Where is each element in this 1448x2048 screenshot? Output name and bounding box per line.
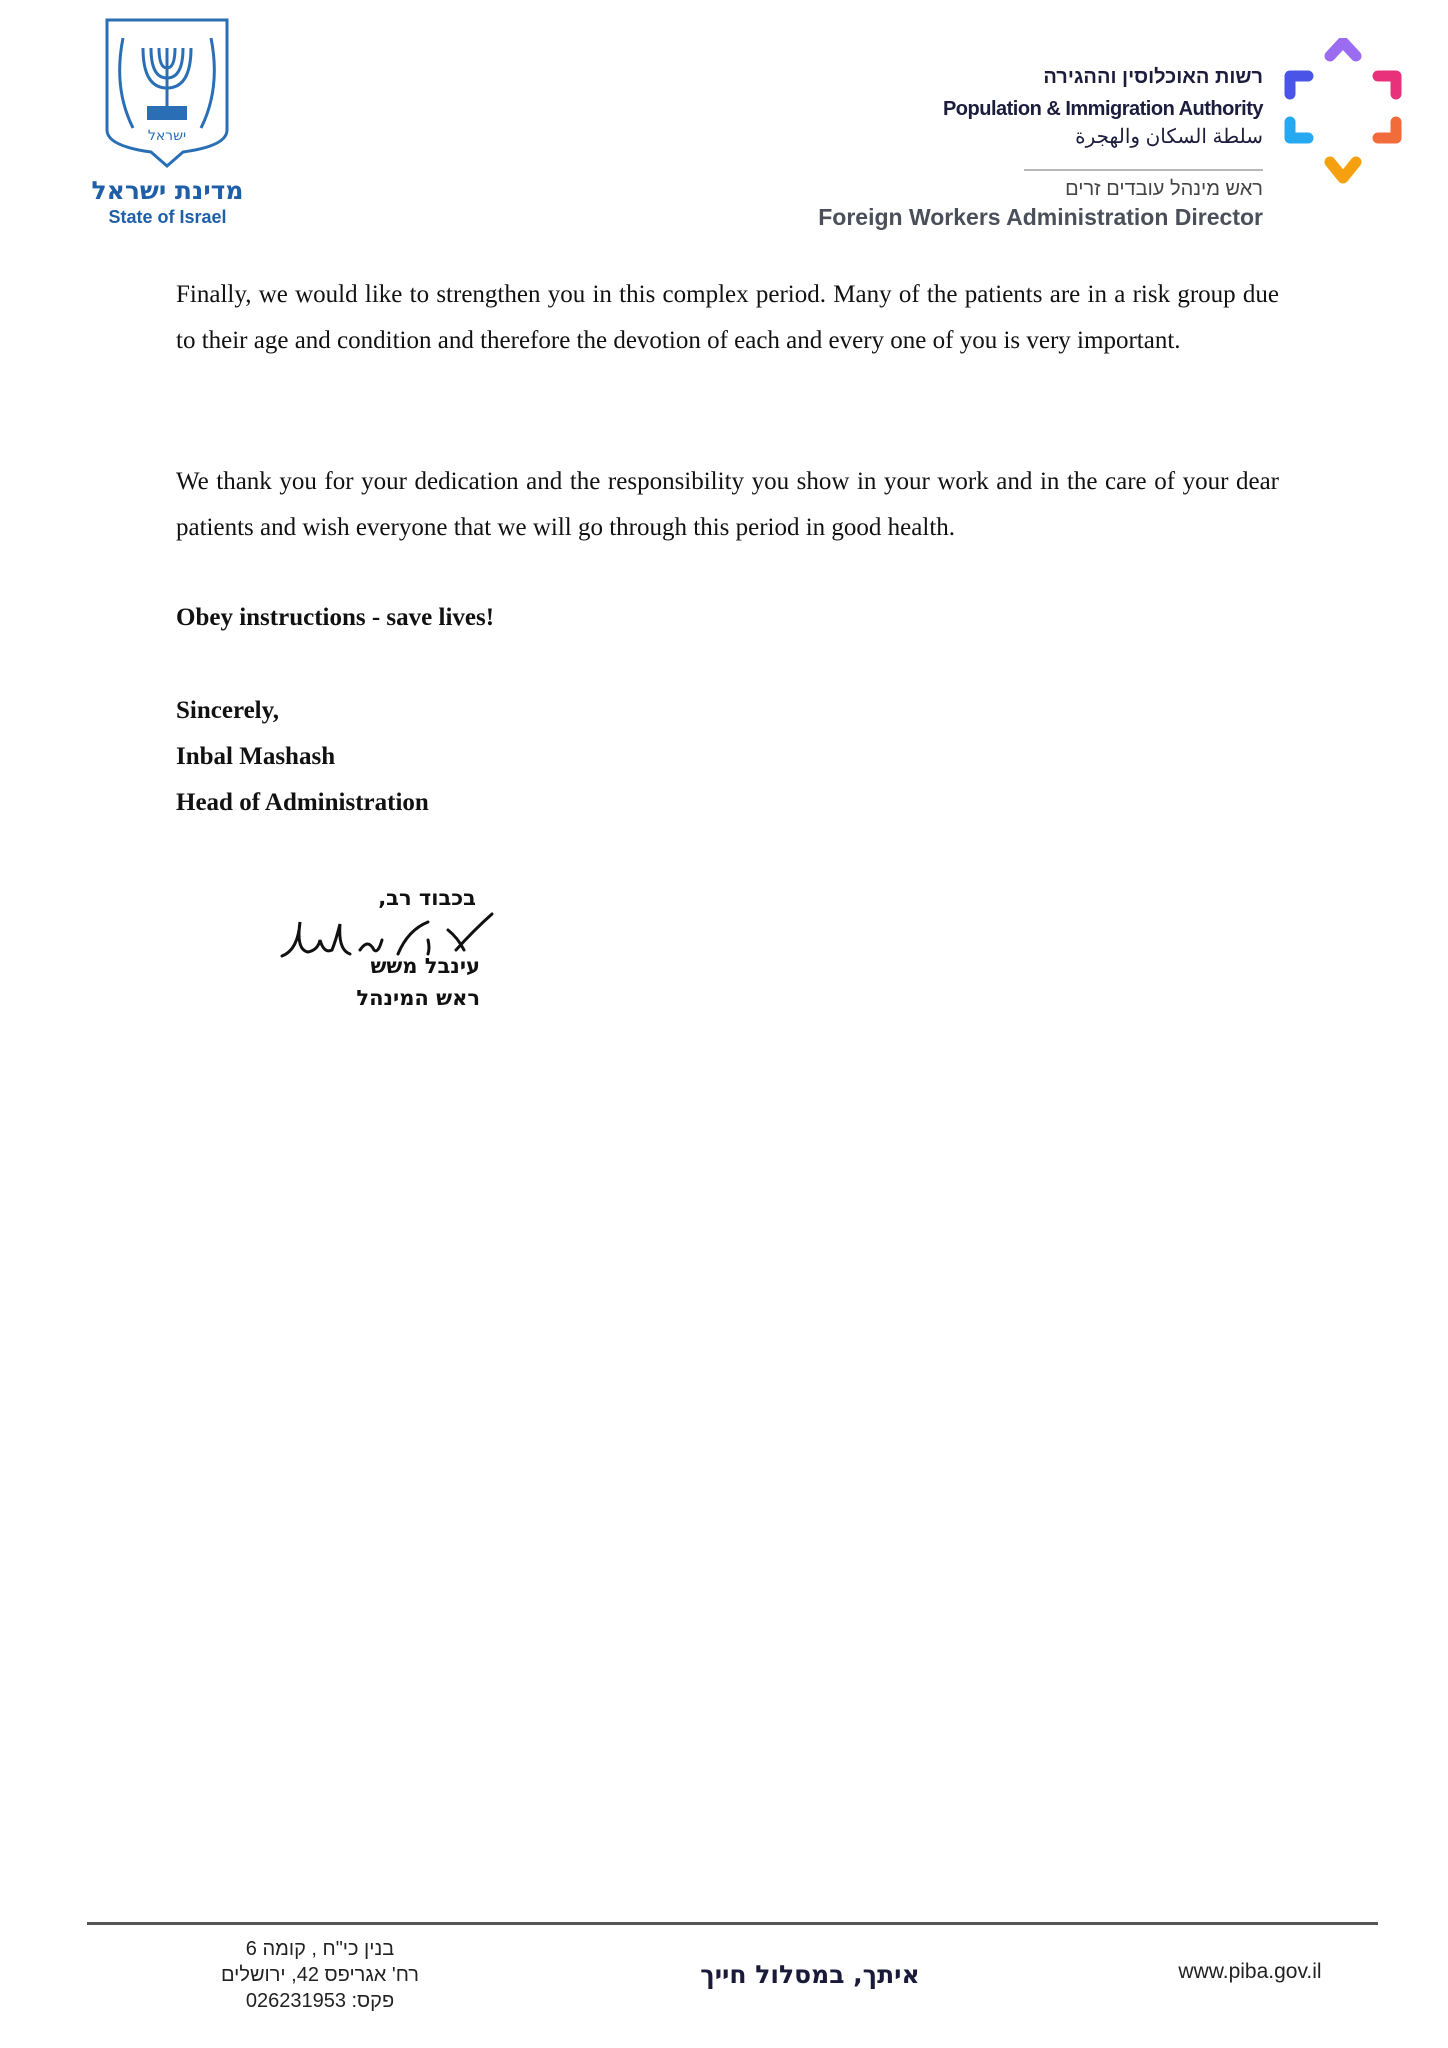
paragraph-strengthen: Finally, we would like to strengthen you in this complex period. Many of the patients are in a risk group due to their age and condition and therefore the devotion of each and every one of you is very important.	[176, 281, 1279, 354]
signature-name-hebrew: עינבל משש	[370, 954, 480, 978]
svg-text:ישראל: ישראל	[147, 128, 187, 144]
signer-title: Head of Administration	[176, 789, 429, 816]
authority-star-logo-icon	[1280, 38, 1406, 184]
authority-name-english: Population & Immigration Authority	[942, 98, 1263, 120]
footer-slogan: איתך, במסלול חייך	[700, 1960, 920, 1989]
address-line: רח' אגריפס 42, ירושלים	[221, 1964, 419, 1986]
fax-line: פקס: 026231953	[245, 1990, 395, 2012]
director-title-hebrew: ראש מינהל עובדים זרים	[1065, 178, 1263, 200]
director-title-english: Foreign Workers Administration Director	[818, 204, 1263, 230]
authority-name-arabic: سلطة السكان والهجرة	[1075, 126, 1263, 148]
signature-block	[270, 880, 510, 1030]
authority-name-hebrew: רשות האוכלוסין וההגירה	[1043, 66, 1263, 88]
state-name-hebrew: מדינת ישראל	[91, 176, 244, 205]
closing: Sincerely,	[176, 697, 280, 724]
website-link[interactable]: www.piba.gov.il	[1178, 1960, 1322, 1983]
state-emblem-icon	[103, 18, 231, 168]
signature-title-hebrew: ראש המינהל	[356, 986, 480, 1010]
footer-divider	[87, 1922, 1378, 1925]
address-line: בנין כי"ח , קומה 6	[245, 1938, 395, 1960]
signer-name: Inbal Mashash	[176, 743, 336, 770]
state-name-english: State of Israel	[108, 207, 227, 227]
paragraph-thanks: We thank you for your dedication and the responsibility you show in your work and in the care of your dear patients and wish everyone that we will go through this period in good health.	[176, 468, 1279, 541]
header-divider	[1024, 169, 1263, 171]
footer-address	[190, 1936, 450, 2014]
signature-greeting: בכבוד רב,	[378, 886, 476, 910]
slogan-line: Obey instructions - save lives!	[176, 604, 495, 631]
